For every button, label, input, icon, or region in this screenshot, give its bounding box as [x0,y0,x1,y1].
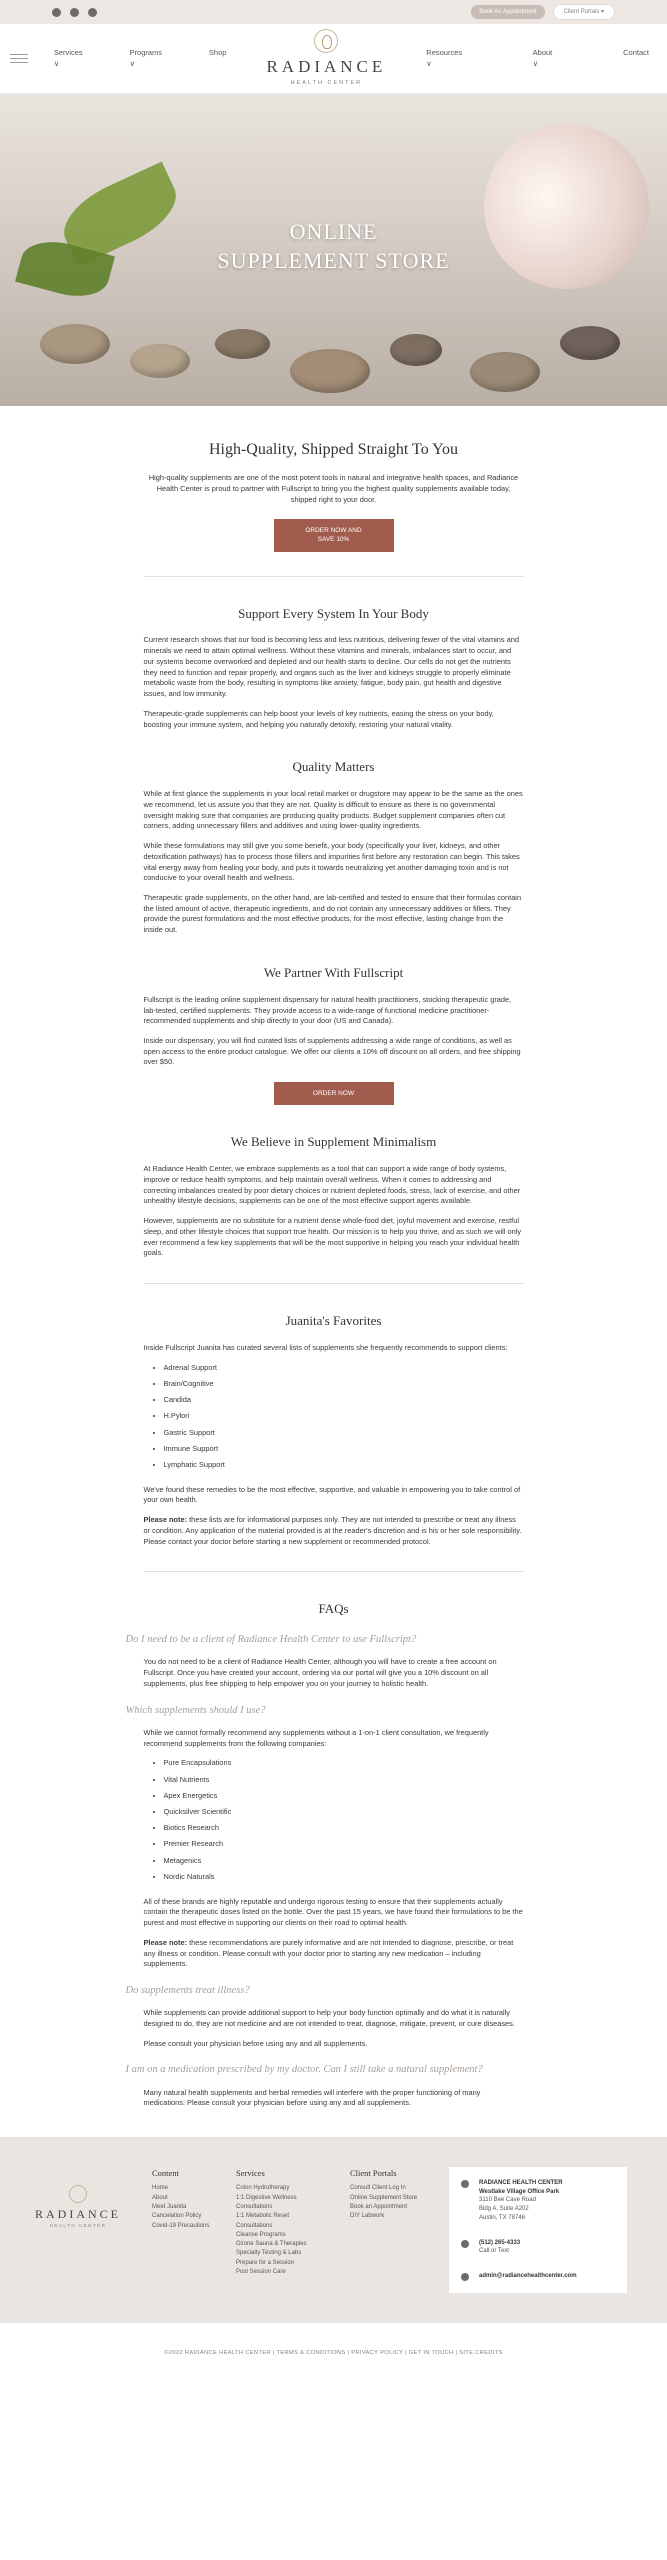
hero-banner [0,94,667,406]
location-pin-icon [461,2180,469,2188]
nav-resources[interactable]: Resources ∨ [426,47,463,68]
favorites-p2: We've found these remedies to be the most effective, supportive, and valuable in empowering you to take control of your own health. [143,1484,521,1505]
list-item: • Immune Support [164,1444,524,1455]
quality-section [144,758,524,936]
faq-question[interactable]: Do supplements treat illness? [125,1985,250,1997]
list-item: • Brain/Cognitive [164,1379,524,1390]
footer-link[interactable]: Prepare for a Session [236,2259,295,2266]
capsule-image [470,352,540,392]
favorites-list [164,1363,524,1471]
footer-link[interactable]: Meet Juanita [152,2203,187,2210]
faq-answer: Many natural health supplements and herbal remedies will interfere with the proper functioning of many medications. Please consult your physician before using any and all supplements. [143,2087,481,2108]
list-item: • H.Pylori [164,1411,524,1422]
support-title: Support Every System In Your Body [238,605,429,621]
list-item: • Adrenal Support [164,1363,524,1374]
capsule-image [215,329,270,359]
copyright-bar: ©2022 RADIANCE HEALTH CENTER | TERMS & CONDITIONS | PRIVACY POLICY | GET IN TOUCH | SITE CREDITS [164,2349,503,2356]
logo-name: RADIANCE [266,57,387,77]
footer-services-column: Services Colon Hydrotherapy 1:1 Digestive Wellness Consultations 1:1 Metabolic Reset Consultations Cleanse Programs Ozone Sauna & Therapies Specialty Testing & Labs Prepare for a Session Post Session Care [236,2167,326,2293]
minimalism-title: We Believe in Supplement Minimalism [230,1134,437,1150]
quality-p1: While at first glance the supplements in your local retail market or drugstore may appear to be the same as the ones we recommend, let us assure you that they are not. Quality is difficult to ensure as there is no governmental oversight making sure that companies are producing quality products. Budget supplement companies often cut corners, adding unnecessary fillers and additives and using lower-quality ingredients. [143,789,523,831]
faq-title: FAQs [318,1601,349,1617]
footer-link[interactable]: Covid-19 Precautions [152,2222,210,2229]
minimalism-section [144,1133,524,1284]
logo-sub: HEALTH CENTER [290,79,363,86]
footer-content-column: Content Home About Meet Juanita Cancelation Policy Covid-19 Precautions [152,2167,212,2293]
youtube-icon[interactable] [88,8,97,17]
address-line: Westlake Village Office Park [479,2188,560,2195]
address-line: Austin, TX 78746 [479,2214,525,2221]
quality-title: Quality Matters [292,759,375,775]
menu-icon[interactable] [10,54,28,64]
client-portals-button[interactable]: Client Portals ▾ [553,4,615,21]
support-p1: Current research shows that our food is becoming less and less nutritious, delivering fewer of the vital vitamins and minerals we need to attain optimal wellness. Without these vitamins and minerals, imbalances start to occur, and our systems become overworked and depleted and our health starts to decline. Our cells do not get the nutrients they need to function and repair properly, and organs such as the liver and kidneys struggle to properly eliminate metabolic waste from the body, resulting in symptoms like anxiety, fatigue, body pain, gut health and digestive issues, and low immunity. [143,635,519,699]
order-now-button[interactable]: ORDER NOW [274,1082,394,1105]
faq-answer: You do not need to be a client of Radiance Health Center, although you will have to create a free account on Fullscript. Once you have created your account, ordering via our portal will give you a 10% discount on all supplements, plus free shipping to help empower you on your journey to holistic health. [143,1657,497,1688]
footer-link[interactable]: About [152,2194,168,2201]
divider [144,576,524,577]
divider [144,1571,524,1572]
hero-title: ONLINE SUPPLEMENT STORE [217,219,450,273]
list-item: • Pure Encapsulations [164,1758,524,1769]
supplement-bottle-image [461,101,667,312]
instagram-icon[interactable] [70,8,79,17]
site-logo[interactable] [266,29,386,88]
list-item: • Vital Nutrients [164,1775,524,1786]
list-item: • Quicksilver Scientific [164,1807,524,1818]
main-nav [0,24,667,94]
footer-portals-column: Client Portals Consult Client Log In Online Supplement Store Book an Appointment DIY Labwork [350,2167,425,2293]
logo-mark-icon [69,2185,87,2203]
intro-title: High-Quality, Shipped Straight To You [208,441,459,458]
email-link[interactable]: admin@radiancehealthcenter.com [479,2272,577,2279]
address-line: Bldg A, Suite A202 [479,2206,529,2213]
list-item: • Biotics Research [164,1823,524,1834]
address-line: 3110 Bee Cave Road [479,2197,536,2204]
nav-programs[interactable]: Programs ∨ [129,47,163,68]
support-section [144,605,524,731]
faq-question[interactable]: Do I need to be a client of Radiance Health Center to use Fullscript? [125,1634,417,1646]
minimalism-p2: However, supplements are no substitute for a nutrient dense whole-food diet, joyful movement and exercise, restful sleep, and other lifestyle choices that support true health. Our mission is to help you thrive, and as such we will only ever recommend a few key supplements that will be the most supportive in helping you reach your individual health goals. [143,1216,522,1258]
footer-link[interactable]: Ozone Sauna & Therapies [236,2241,307,2248]
list-item: • Lymphatic Support [164,1460,524,1471]
favorites-title: Juanita's Favorites [285,1313,382,1329]
phone-sub: Call or Text [479,2248,509,2255]
footer-link[interactable]: Consult Client Log In [350,2185,406,2192]
phone-number[interactable]: (512) 265-4333 [479,2239,521,2246]
book-appointment-button[interactable]: Book An Appointment [471,5,544,20]
footer-link[interactable]: Specialty Testing & Labs [236,2250,302,2257]
capsule-image [560,326,620,360]
faq-question[interactable]: Which supplements should I use? [125,1704,266,1716]
social-links [52,8,97,17]
footer-link[interactable]: 1:1 Metabolic Reset Consultations [236,2213,290,2229]
capsule-image [390,334,442,366]
list-item: • Nordic Naturals [164,1872,524,1883]
email-icon [461,2273,469,2281]
footer-link[interactable]: Post Session Care [236,2269,286,2276]
companies-list [164,1758,524,1882]
facebook-icon[interactable] [52,8,61,17]
quality-p2: While these formulations may still give you some benefit, your body (specifically your liver, kidneys, and other detoxification pathways) has to process those fillers and impurities first before any restoration can begin. This takes vital energy away from healing your body, and puts it towards neutralizing yet another damaging toxin and is not conducive to your overall health and wellness. [143,841,520,883]
intro-text: High-quality supplements are one of the most potent tools in natural and integrative health spaces, and Radiance Health Center is proud to partner with Fullscript to bring you the highest quality supplements available today, shipped right to your door. [148,473,519,504]
faq-note: Please note: these recommendations are purely informative and are not intended to diagnose, prescribe, or treat any illness or condition. Please consult with your doctor prior to starting any new medication – including supplements. [143,1937,514,1969]
faq-answer: While we cannot formally recommend any supplements without a 1-on-1 client consultation, we frequently recommend supplements from the following companies: [143,1727,489,1748]
list-item: • Apex Energetics [164,1791,524,1802]
footer-logo[interactable]: RADIANCE HEALTH CENTER [28,2167,128,2293]
divider [144,1283,524,1284]
footer-link[interactable]: Home [152,2185,169,2192]
partner-title: We Partner With Fullscript [263,964,404,980]
list-item: • Premier Research [164,1839,524,1850]
faq-question[interactable]: I am on a medication prescribed by my doctor. Can I still take a natural supplement? [125,2064,483,2076]
nav-about[interactable]: About ∨ [532,47,553,68]
faq-answer: Please consult your physician before using any and all supplements. [143,2038,368,2048]
logo-mark-icon [314,29,338,53]
top-bar [0,0,667,24]
footer-link[interactable]: Colon Hydrotherapy [236,2185,290,2192]
capsule-image [130,344,190,378]
faq-section [125,1600,524,2109]
faq-answer: While supplements can provide additional support to help your body function optimally and do what it is naturally designed to do, they are not medicine and are not intended to treat, diagnose, mitigate, prevent, or cure diseases. [143,2008,515,2028]
footer-link[interactable]: Cancelation Policy [152,2213,202,2220]
list-item: • Candida [164,1395,524,1406]
footer-link[interactable]: Cleanse Programs [236,2231,286,2238]
quality-p3: Therapeutic grade supplements, on the other hand, are lab-certified and tested to ensure that their formulas contain the listed amount of active, therapeutic ingredients, and do not contain any unnecessary additives or fillers. They provide the purest formulations and the most effective products, for the most effective, lasting change from the inside out. [143,893,522,935]
favorites-note: Please note: these lists are for informational purposes only. They are not intended to prescribe or treat any illness or condition. Any application of the material provided is at the reader's discretion and is his or her sole responsibility. Please contact your doctor before starting a new supplement or recommended protocol. [143,1515,522,1546]
intro-section [144,438,524,577]
partner-p1: Fullscript is the leading online supplement dispensary for natural health practitioners, stocking therapeutic grade, lab-tested, certified supplements. They provide access to a wide-range of functional medicine practitioner-recommended supplements and ship directly to your door (US and Canada). [143,994,512,1026]
capsule-image [290,349,370,393]
nav-services[interactable]: Services ∨ [53,47,83,68]
nav-shop[interactable]: Shop [208,47,227,57]
contact-card [449,2167,627,2293]
favorites-section [144,1312,524,1572]
address-name: RADIANCE HEALTH CENTER [479,2180,563,2187]
minimalism-p1: At Radiance Health Center, we embrace supplements as a tool that can support a wide range of body systems, improve or reduce health symptoms, and help maintain overall wellness. When it comes to addressing and correcting imbalances created by poor dietary choices or nutrient depleted foods, stress, lack of exercise, and other unhealthy lifestyle decisions, supplements can be one of the most effective support agents available. [143,1164,521,1206]
footer-link[interactable]: Online Supplement Store [350,2194,418,2201]
partner-section [144,964,524,1105]
support-p2: Therapeutic-grade supplements can help boost your levels of key nutrients, easing the stress on your body, boosting your immune system, and helping you naturally detoxify, restoring your natural vitality. [143,708,494,729]
nav-contact[interactable]: Contact [623,47,649,57]
phone-icon [461,2240,469,2248]
capsule-image [40,324,110,364]
partner-p2: Inside our dispensary, you will find curated lists of supplements addressing a wide range of conditions, as well as open access to the entire product catalogue. We offer our clients a 10% off discount on all orders, and free shipping over $50. [143,1036,521,1067]
site-footer [0,2137,667,2323]
list-item: • Gastric Support [164,1428,524,1439]
footer-link[interactable]: 1:1 Digestive Wellness Consultations [236,2194,297,2210]
faq-answer: All of these brands are highly reputable and undergo rigorous testing to ensure that their supplements actually contain the therapeutic doses listed on the bottle. Over the past 15 years, we have found their formulations to be the purest and most effective in supporting our clients on their road to optimal health. [143,1896,523,1928]
order-save-button[interactable]: ORDER NOW AND SAVE 10% [274,519,394,551]
footer-link[interactable]: DIY Labwork [350,2213,385,2220]
footer-link[interactable]: Book an Appointment [350,2203,408,2210]
favorites-intro: Inside Fullscript Juanita has curated several lists of supplements she frequently recommends to support clients: [143,1342,508,1352]
list-item: • Metagenics [164,1856,524,1867]
